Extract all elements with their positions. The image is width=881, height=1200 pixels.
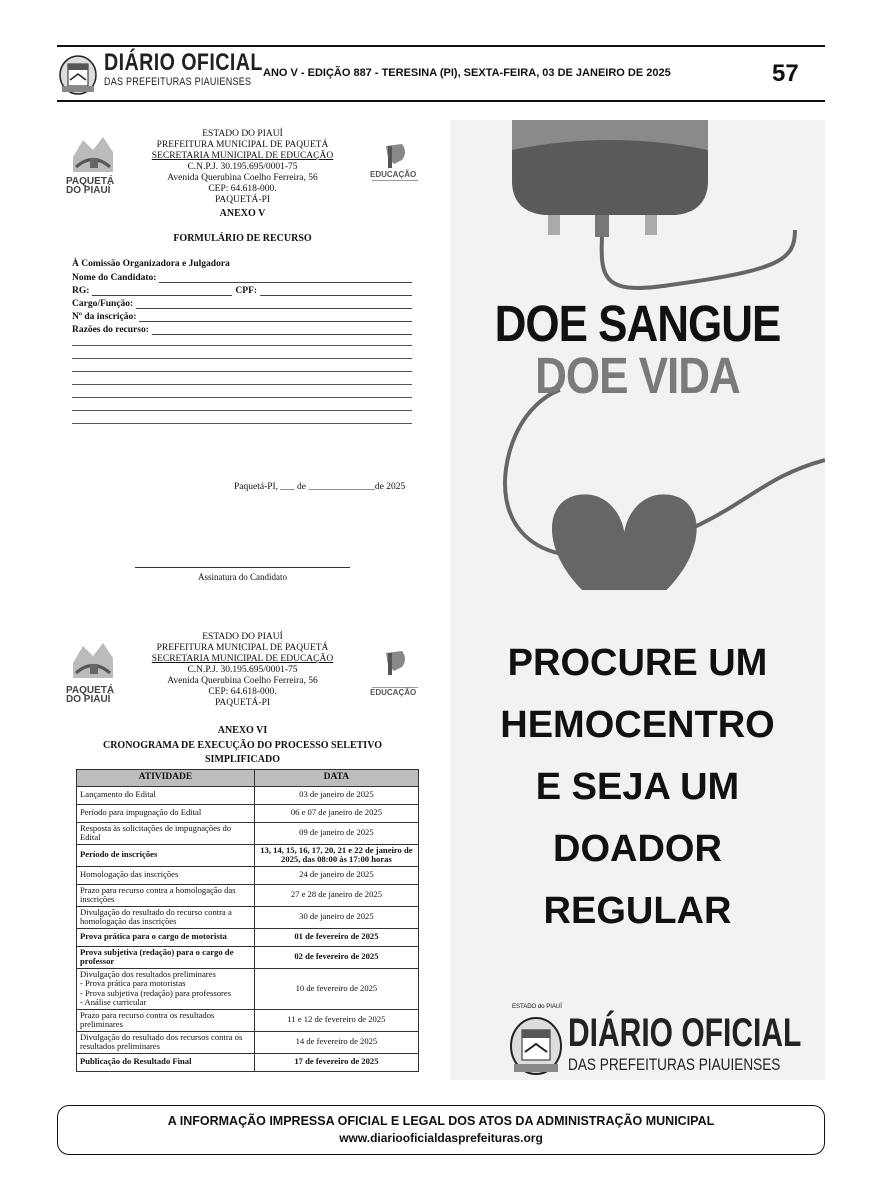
- table-row: [77, 822, 419, 844]
- education-logo-text: EDUCAÇÃO: [370, 170, 417, 179]
- blank-line: [72, 410, 412, 411]
- cell-date: 06 e 07 de janeiro de 2025: [254, 804, 418, 822]
- header-top-rule: [57, 45, 825, 47]
- poster-headline-1: DOE SANGUE: [494, 296, 781, 353]
- annex5-title: ANEXO V: [219, 208, 266, 219]
- col-header-date: DATA: [254, 770, 418, 787]
- education-logo-text: EDUCAÇÃO: [370, 688, 417, 697]
- cell-date: 10 de fevereiro de 2025: [254, 968, 418, 1009]
- cell-date: 01 de fevereiro de 2025: [254, 928, 418, 946]
- letterhead-address: Avenida Querubina Coelho Ferreira, 56: [167, 676, 318, 686]
- cell-date: 17 de fevereiro de 2025: [254, 1053, 418, 1071]
- cell-date: 14 de fevereiro de 2025: [254, 1031, 418, 1053]
- poster-line: HEMOCENTRO: [500, 704, 775, 746]
- cell-activity: Prazo para recurso contra a homologação das inscrições: [77, 884, 255, 906]
- field-candidate-name[interactable]: [72, 270, 412, 283]
- table-row: [77, 866, 419, 884]
- table-row: [77, 1031, 419, 1053]
- poster-line: E SEJA UM: [535, 766, 740, 808]
- paqueta-logo-text-1: PAQUETÁ: [66, 176, 115, 187]
- signature-line: [135, 567, 350, 568]
- letterhead-secretariat: SECRETARIA MUNICIPAL DE EDUCAÇÃO: [151, 654, 334, 664]
- header-bottom-rule: [57, 100, 825, 102]
- blank-line: [72, 423, 412, 424]
- header-logo-subtitle: DAS PREFEITURAS PIAUIENSES: [104, 76, 252, 88]
- footer-website-link[interactable]: www.diariooficialdasprefeituras.org: [339, 1131, 543, 1145]
- blank-line: [72, 397, 412, 398]
- table-row: [77, 1053, 419, 1071]
- letterhead-cep: CEP: 64.618-000.: [208, 687, 277, 697]
- paqueta-logo-text-2: DO PIAUÍ: [66, 694, 111, 705]
- annex5-subtitle: FORMULÁRIO DE RECURSO: [173, 233, 312, 244]
- letterhead-secretariat: SECRETARIA MUNICIPAL DE EDUCAÇÃO: [151, 151, 334, 161]
- cell-date: 09 de janeiro de 2025: [254, 822, 418, 844]
- letterhead-cep: CEP: 64.618-000.: [208, 184, 277, 194]
- field-cargo-label: Cargo/Função:: [72, 299, 134, 309]
- cell-date: 13, 14, 15, 16, 17, 20, 21 e 22 de janeiro de 2025, das 08:00 às 17:00 horas: [254, 844, 418, 866]
- cell-date: 30 de janeiro de 2025: [254, 906, 418, 928]
- footer-banner: [57, 1105, 825, 1155]
- annex6-subtitle-1: CRONOGRAMA DE EXECUÇÃO DO PROCESSO SELETIVO: [102, 740, 382, 751]
- blank-line: [72, 345, 412, 346]
- annex5-date-line: Paquetá-PI, ___ de ______________de 2025: [234, 482, 406, 492]
- cell-date: 03 de janeiro de 2025: [254, 786, 418, 804]
- cell-activity: Divulgação do resultado dos recursos contra os resultados preliminares: [77, 1031, 255, 1053]
- table-row: [77, 786, 419, 804]
- field-inscricao[interactable]: [72, 309, 412, 322]
- field-cpf-label: CPF:: [235, 286, 258, 296]
- poster-logo-title: DIÁRIO OFICIAL: [568, 1011, 802, 1055]
- cell-activity: Divulgação dos resultados preliminares - Prova prática para motoristas - Prova subjetiva (redação) para professores - Análise curricular: [77, 968, 255, 1009]
- cell-activity: Período para impugnação do Edital: [77, 804, 255, 822]
- blank-line: [72, 371, 412, 372]
- field-cargo[interactable]: [72, 296, 412, 309]
- table-row: [77, 1009, 419, 1031]
- letterhead-prefecture: PREFEITURA MUNICIPAL DE PAQUETÁ: [156, 140, 329, 150]
- poster-line: DOADOR: [553, 828, 722, 870]
- state-seal-icon: [508, 1008, 564, 1078]
- table-header-row: [77, 770, 419, 787]
- poster-line: REGULAR: [543, 890, 732, 932]
- field-razoes[interactable]: [72, 322, 412, 335]
- table-row: [77, 946, 419, 968]
- table-row: [77, 804, 419, 822]
- poster-logo-subtitle: DAS PREFEITURAS PIAUIENSES: [568, 1055, 781, 1074]
- table-row: [77, 968, 419, 1009]
- cell-date: 27 e 28 de janeiro de 2025: [254, 884, 418, 906]
- letterhead-cnpj: C.N.P.J. 30.195.695/0001-75: [187, 162, 298, 172]
- annex5-addressee: À Comissão Organizadora e Julgadora: [72, 259, 230, 269]
- blank-line: [72, 358, 412, 359]
- letterhead-cnpj: C.N.P.J. 30.195.695/0001-75: [187, 665, 298, 675]
- poster-seal-text: ESTADO do PIAUÍ: [512, 1004, 562, 1010]
- page-number: 57: [772, 60, 799, 87]
- field-candidate-name-label: Nome do Candidato:: [72, 273, 157, 283]
- letterhead-city: PAQUETÁ-PI: [214, 195, 271, 205]
- paqueta-logo-text-2: DO PIAUÍ: [66, 185, 111, 196]
- footer-tagline: A INFORMAÇÃO IMPRESSA OFICIAL E LEGAL DOS ATOS DA ADMINISTRAÇÃO MUNICIPAL: [167, 1114, 715, 1128]
- education-logo-icon: [368, 138, 422, 196]
- poster-headline-2: DOE VIDA: [535, 348, 740, 405]
- state-seal-icon: [58, 52, 98, 96]
- letterhead-prefecture: PREFEITURA MUNICIPAL DE PAQUETÁ: [156, 643, 329, 653]
- field-rg-cpf[interactable]: [72, 283, 412, 296]
- cell-activity: Período de inscrições: [77, 844, 255, 866]
- poster-line: PROCURE UM: [507, 642, 768, 684]
- cell-date: 11 e 12 de fevereiro de 2025: [254, 1009, 418, 1031]
- blood-donation-poster: [450, 120, 825, 1080]
- letterhead-city: PAQUETÁ-PI: [214, 698, 271, 708]
- cell-activity: Prazo para recurso contra os resultados preliminares: [77, 1009, 255, 1031]
- letterhead-address: Avenida Querubina Coelho Ferreira, 56: [167, 173, 318, 183]
- cell-activity: Homologação das inscrições: [77, 866, 255, 884]
- field-razoes-label: Razões do recurso:: [72, 325, 149, 335]
- edition-info: ANO V - EDIÇÃO 887 - TERESINA (PI), SEXTA-FEIRA, 03 DE JANEIRO DE 2025: [263, 67, 671, 79]
- table-row: [77, 884, 419, 906]
- annex6-title: ANEXO VI: [217, 725, 268, 736]
- letterhead-state: ESTADO DO PIAUÍ: [202, 129, 283, 139]
- cell-date: 02 de fevereiro de 2025: [254, 946, 418, 968]
- table-row: [77, 928, 419, 946]
- paqueta-logo-text-1: PAQUETÁ: [66, 685, 115, 696]
- cell-activity: Publicação do Resultado Final: [77, 1053, 255, 1071]
- cell-activity: Prova prática para o cargo de motorista: [77, 928, 255, 946]
- cell-date: 24 de janeiro de 2025: [254, 866, 418, 884]
- blank-line: [72, 384, 412, 385]
- field-rg-label: RG:: [72, 286, 90, 296]
- cell-activity: Divulgação do resultado do recurso contra a homologação das inscrições: [77, 906, 255, 928]
- header-logo-title: DIÁRIO OFICIAL: [104, 49, 263, 76]
- table-row: [77, 844, 419, 866]
- annex6-subtitle-2: SIMPLIFICADO: [204, 754, 280, 765]
- signature-label: Assinatura do Candidato: [198, 572, 287, 582]
- field-inscricao-label: Nº da inscrição:: [72, 312, 137, 322]
- cell-activity: Lançamento do Edital: [77, 786, 255, 804]
- letterhead-state: ESTADO DO PIAUÍ: [202, 632, 283, 642]
- cell-activity: Resposta às solicitações de impugnações do Edital: [77, 822, 255, 844]
- table-row: [77, 906, 419, 928]
- cell-activity: Prova subjetiva (redação) para o cargo de professor: [77, 946, 255, 968]
- schedule-table: [76, 769, 419, 1072]
- col-header-activity: ATIVIDADE: [77, 770, 255, 787]
